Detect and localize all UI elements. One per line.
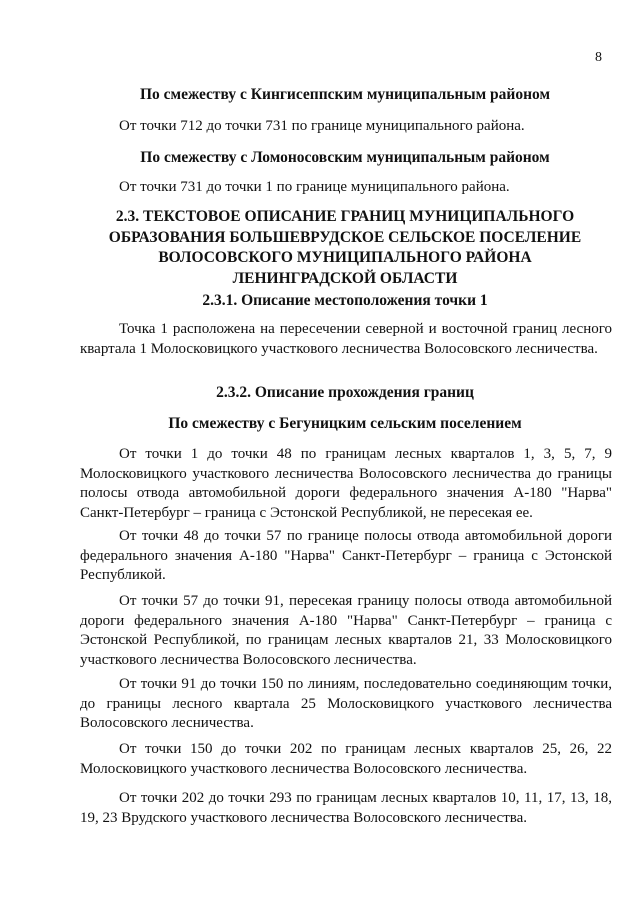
heading-2-3-1: 2.3.1. Описание местоположения точки 1	[202, 292, 488, 309]
paragraph-points-48-57: От точки 48 до точки 57 по границе полосы отвода автомобильной дороги федерального значения А-180 "Нарва" Санкт-Петербург – граница с Эстонской Республикой.	[80, 528, 612, 583]
page-number: 8	[595, 50, 602, 65]
paragraph-lomonosov: От точки 731 до точки 1 по границе муниципального района.	[119, 179, 510, 195]
paragraph-points-57-91: От точки 57 до точки 91, пересекая границу полосы отвода автомобильной дороги федерального значения А-180 "Нарва" Санкт-Петербург – граница с Эстонской Республикой, по границам лесных кварталов 21, 33 Молосковицкого участкового лесничества Волосовского лесничества.	[80, 593, 612, 668]
heading-begunitsy: По смежеству с Бегуницким сельским поселением	[168, 415, 522, 432]
paragraph-points-150-202: От точки 150 до точки 202 по границам лесных кварталов 25, 26, 22 Молосковицкого участкового лесничества Волосовского лесничества.	[80, 741, 612, 777]
paragraph-kingisepp: От точки 712 до точки 731 по границе муниципального района.	[119, 118, 525, 134]
section-heading-2-3: 2.3. ТЕКСТОВОЕ ОПИСАНИЕ ГРАНИЦ МУНИЦИПАЛЬНОГО ОБРАЗОВАНИЯ БОЛЬШЕВРУДСКОЕ СЕЛЬСКОЕ ПОСЕЛЕНИЕ ВОЛОСОВСКОГО МУНИЦИПАЛЬНОГО РАЙОНА ЛЕНИНГРАДСКОЙ ОБЛАСТИ	[108, 208, 582, 287]
paragraph-points-91-150: От точки 91 до точки 150 по линиям, последовательно соединяющим точки, до границы лесного квартала 25 Молосковицкого участкового лесничества Волосовского лесничества.	[80, 676, 612, 731]
paragraph-points-1-48: От точки 1 до точки 48 по границам лесных кварталов 1, 3, 5, 7, 9 Молосковицкого участкового лесничества Волосовского лесничества до границы полосы отвода автомобильной дороги федерального значения А-180 "Нарва" Санкт-Петербург – граница с Эстонской Республикой, не пересекая ее.	[80, 446, 612, 521]
paragraph-point-1-location: Точка 1 расположена на пересечении северной и восточной границ лесного квартала 1 Молосковицкого участкового лесничества Волосовского лесничества.	[80, 321, 612, 357]
heading-kingisepp: По смежеству с Кингисеппским муниципальным районом	[139, 86, 551, 103]
paragraph-points-202-293: От точки 202 до точки 293 по границам лесных кварталов 10, 11, 17, 13, 18, 19, 23 Врудского участкового лесничества Волосовского лесничества.	[80, 790, 612, 826]
heading-2-3-2: 2.3.2. Описание прохождения границ	[216, 384, 474, 401]
heading-lomonosov: По смежеству с Ломоносовским муниципальным районом	[140, 149, 550, 166]
